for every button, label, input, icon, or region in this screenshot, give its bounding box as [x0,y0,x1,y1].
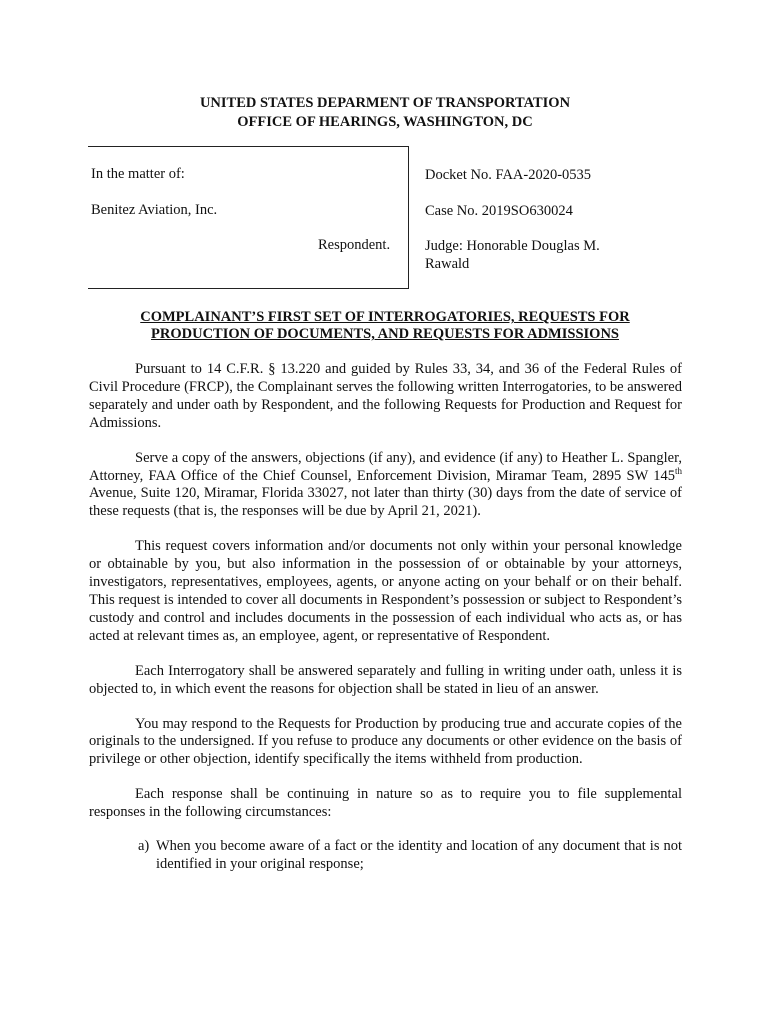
agency-name: UNITED STATES DEPARMENT OF TRANSPORTATION [199,95,571,111]
paragraph-interrogatory: Each Interrogatory shall be answered separately and fulling in writing under oath, unless it is objected to, in which event the reasons for objection shall be stated in lieu of an answer. [89,662,682,697]
caption-divider [408,146,409,289]
judge-line-1: Judge: Honorable Douglas M. [425,238,600,254]
caption-top-rule [88,146,409,147]
title-line-2: PRODUCTION OF DOCUMENTS, AND REQUESTS FOR ADMISSIONS [151,326,619,342]
document-body [89,361,682,874]
list-item [89,838,682,874]
paragraph-production: You may respond to the Requests for Production by producing true and accurate copies of the originals to the undersigned. If you refuse to produce any documents or other evidence on the basis of privilege or other objection, identify specifically the items withheld from production. [89,715,682,768]
service-text-2: Avenue, Suite 120, Miramar, Florida 33027, not later than thirty (30) days from the date of service of these requests (that is, the responses will be due by April 21, 2021). [89,485,682,520]
judge-line-2: Rawald [425,256,470,272]
paragraph-continuing: Each response shall be continuing in nature so as to require you to file supplemental responses in the following circumstances: [89,786,682,821]
office-name: OFFICE OF HEARINGS, WASHINGTON, DC [237,114,533,130]
ordinal-suffix: th [674,465,682,476]
paragraph-service [89,450,682,522]
party-name: Benitez Aviation, Inc. [91,202,218,218]
paragraph-scope: This request covers information and/or documents not only within your personal knowledge or obtainable by you, but also information in the possession of or obtainable by your attorneys, investigators, representatives, employees, agents, or anyone acting on your behalf or on their behalf. This request is intended to cover all documents in Respondent’s possession or subject to Respondent’s custody and control and includes documents in the possession of each individual who acts as, or has acted at relevant times as, an employee, agent, or representative of Respondent. [89,538,682,644]
list-item-label: a) [138,838,150,855]
case-number: Case No. 2019SO630024 [425,203,573,219]
document-header [0,94,770,132]
title-line-1: COMPLAINANT’S FIRST SET OF INTERROGATORIES, REQUESTS FOR [140,309,630,325]
service-text-1: Serve a copy of the answers, objections (if any), and evidence (if any) to Heather L. Spangler, Attorney, FAA Office of the Chief Counsel, Enforcement Division, Miramar Team, 2895 SW 145 [89,449,682,484]
list-item-text: When you become aware of a fact or the identity and location of any document that is not identified in your original response; [156,838,682,872]
paragraph-pursuant: Pursuant to 14 C.F.R. § 13.220 and guided by Rules 33, 34, and 36 of the Federal Rules of Civil Procedure (FRCP), the Complainant serves the following written Interrogatories, to be answered separately and under oath by Respondent, and the following Requests for Production and Request for Admissions. [89,361,682,431]
caption-bottom-rule [88,288,409,289]
docket-number: Docket No. FAA-2020-0535 [425,167,592,183]
judge-name [425,237,600,273]
document-title [88,309,682,343]
case-caption [88,146,688,289]
party-role: Respondent. [318,237,391,253]
matter-label: In the matter of: [91,166,185,182]
